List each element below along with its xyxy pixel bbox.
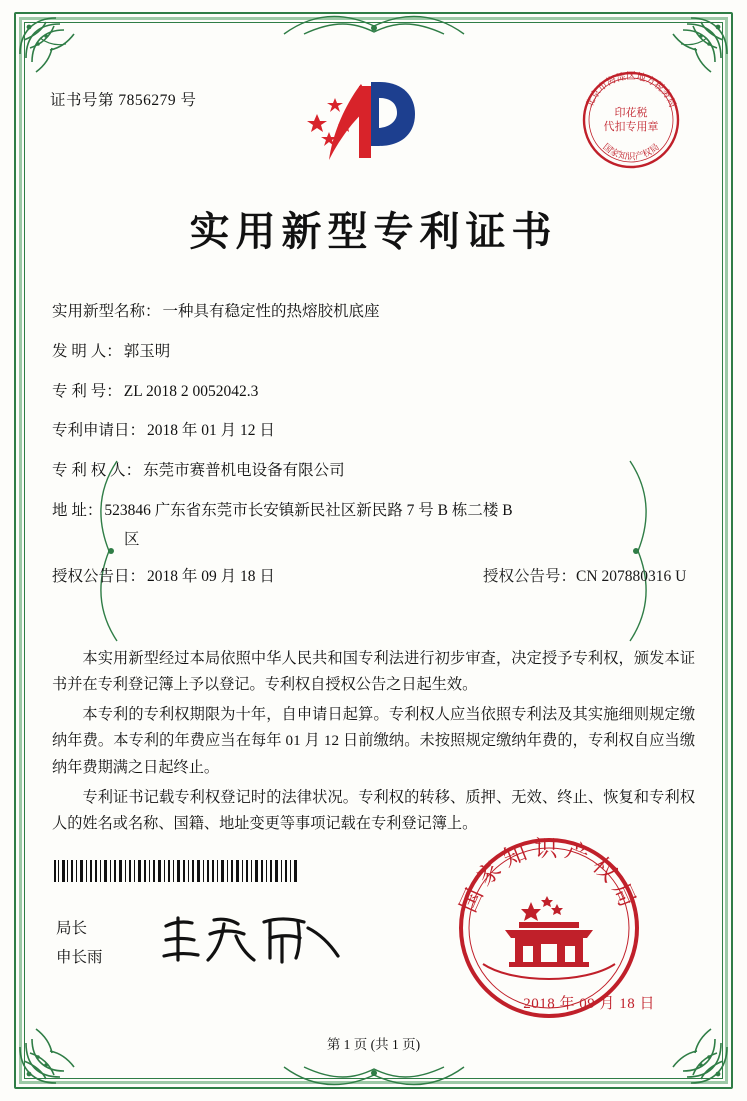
- field-label: 地 址：: [52, 501, 103, 519]
- field-row-name: [52, 300, 695, 323]
- paragraph: 本实用新型经过本局依照中华人民共和国专利法进行初步审查，决定授予专利权，颁发本证书并在专利登记簿上予以登记。专利权自授权公告之日起生效。: [52, 650, 695, 694]
- page-footer: 第 1 页 (共 1 页): [326, 1037, 421, 1052]
- svg-text:北京市海淀区地方税务局: 北京市海淀区地方税务局: [584, 71, 678, 110]
- page-title: 实用新型专利证书: [189, 208, 558, 255]
- barcode: [54, 860, 300, 882]
- field-label: 专 利 权 人：: [52, 462, 142, 479]
- svg-text:国家知识产权局: 国家知识产权局: [600, 142, 662, 163]
- paragraph: 专利证书记载专利权登记时的法律状况。专利权的转移、质押、无效、终止、恢复和专利权人的姓名或名称、国籍、地址变更等事项记载在专利登记簿上。: [52, 788, 695, 832]
- tax-stamp: [571, 60, 691, 180]
- field-label-grant-number: 授权公告号：: [483, 567, 577, 585]
- field-label: 专利申请日：: [52, 422, 146, 440]
- director-title: 局长: [56, 920, 88, 937]
- field-value: 郭玉明: [123, 342, 171, 360]
- svg-text:印花税: 印花税: [614, 106, 648, 119]
- director-name: 申长雨: [56, 948, 103, 966]
- seal-date: 2018 年 09 月 18 日: [523, 996, 655, 1012]
- field-row-address: [52, 499, 695, 522]
- field-label: 授权公告日：: [52, 567, 146, 585]
- field-row-patent-no: [52, 380, 695, 403]
- sipo-logo-icon: [299, 74, 449, 170]
- field-row-grant: [52, 565, 695, 588]
- field-label: 专 利 号：: [52, 382, 122, 400]
- field-value: 2018 年 09 月 18 日: [147, 567, 275, 585]
- signature-block: [56, 915, 103, 972]
- field-value: ZL 2018 2 0052042.3: [123, 382, 259, 400]
- paragraph: 本专利的专利权期限为十年，自申请日起算。专利权人应当依照专利法及其实施细则规定缴纳年费。本专利的年费应当在每年 01 月 12 日前缴纳。未按照规定缴纳年费的，专利权自应当缴纳年费期满之日起终止。: [52, 706, 695, 776]
- field-value: 一种具有稳定性的热熔胶机底座: [162, 303, 380, 320]
- field-row-inventor: [52, 340, 695, 363]
- certificate-content: [46, 60, 701, 1055]
- svg-text:代扣专用章: 代扣专用章: [603, 120, 659, 133]
- legal-paragraphs: [52, 646, 695, 841]
- certificate-number: 证书号第 7856279 号: [50, 92, 197, 109]
- field-value-grant-number: CN 207880316 U: [576, 567, 687, 585]
- fields-list: [52, 300, 695, 604]
- handwritten-signature: [158, 908, 348, 970]
- field-value: 东莞市赛普机电设备有限公司: [143, 462, 345, 479]
- field-row-patentee: [52, 459, 695, 482]
- field-value: 2018 年 01 月 12 日: [147, 422, 275, 440]
- field-label: 实用新型名称：: [52, 303, 161, 320]
- field-label: 发 明 人：: [52, 342, 122, 360]
- svg-text:国家知识产权局: 国家知识产权局: [455, 836, 643, 917]
- address-continuation: 区: [124, 530, 140, 548]
- field-value: 523846 广东省东莞市长安镇新民社区新民路 7 号 B 栋二楼 B: [104, 501, 513, 519]
- field-row-application-date: [52, 419, 695, 442]
